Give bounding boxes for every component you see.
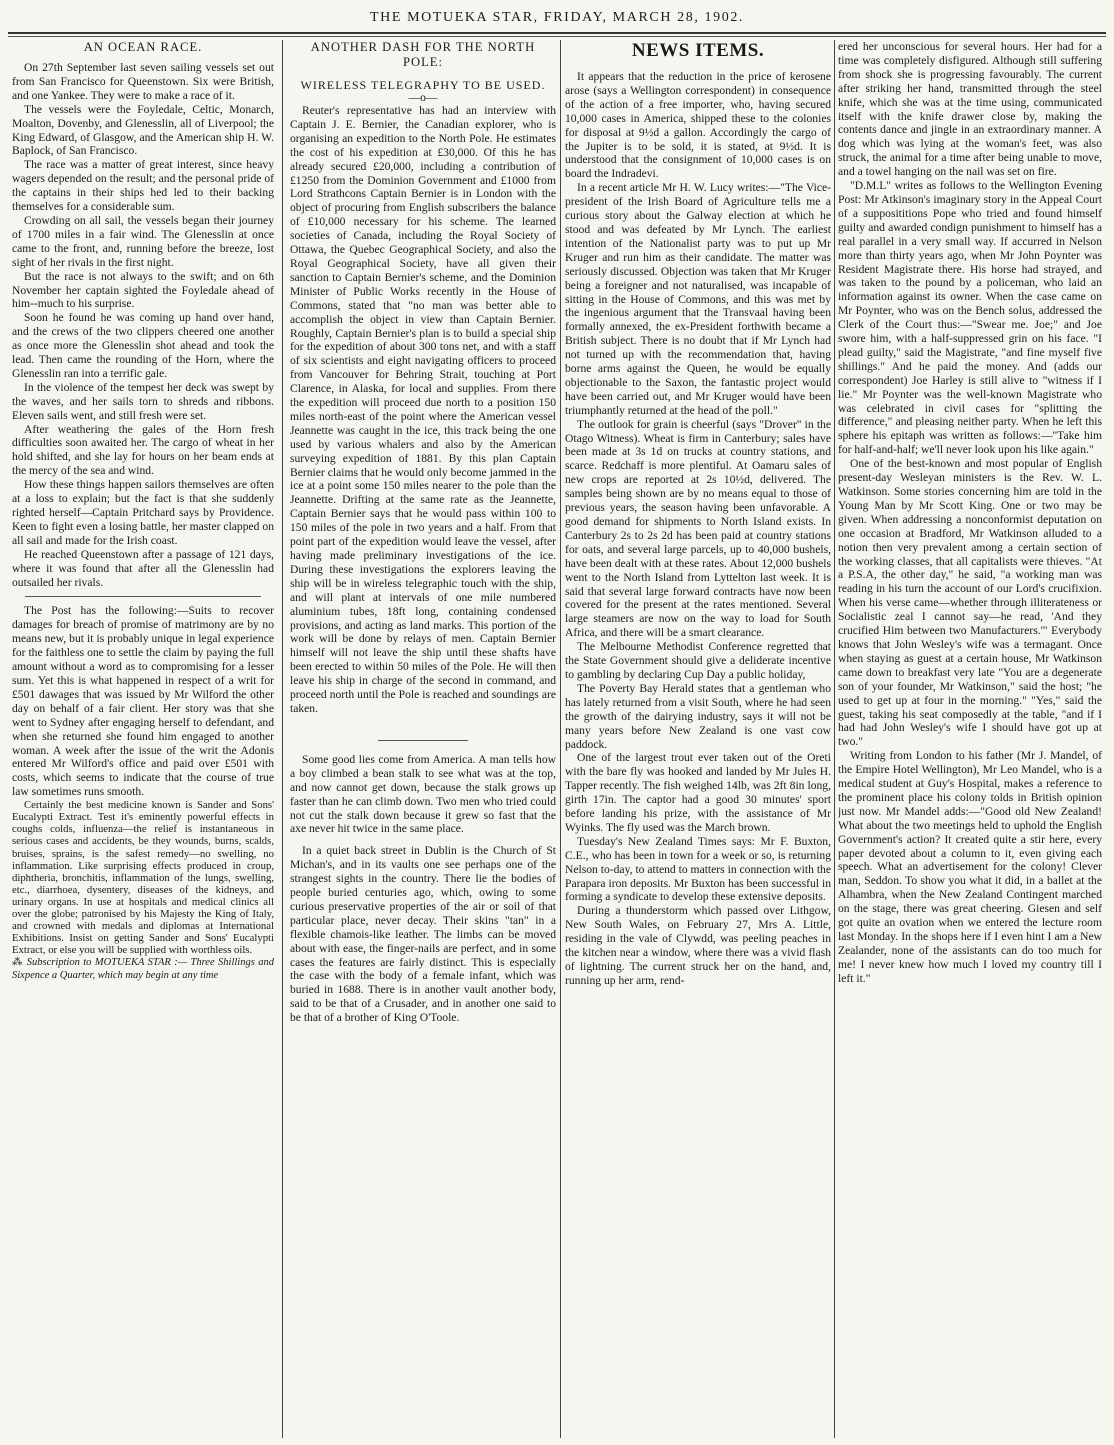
article-paragraph: After weathering the gales of the Horn fresh difficulties soon awaited her. The cargo of wheat in her hold shifted, and she lay for hours on her beam ends at the mercy of the sea and wind.	[12, 422, 274, 478]
ornament: —o—	[408, 91, 438, 104]
column-3	[565, 40, 831, 1438]
column-2	[290, 40, 556, 1438]
article-paragraph: Writing from London to his father (Mr J. Mandel, of the Empire Hotel Wellington), Mr Leo Mandel, who is a medical student at Guy's Hospital, makes a reference to the prominent place his colony tolds in British opinion just now. Mr Mandel adds:—"Good old New Zealand! What about the two meetings held to uphold the English Government's action? It created quite a stir here, every paper devoted about a column to it, even giving each speech. What an advertisement for the colony! Clever man, Seddon. To show you what it did, in a ballet at the Alhambra, when the New Zealand Contingent marched on the stage, there was great cheering. Giesen and self got quite an ovation when we entered the lecture room last Monday. In the shops here if I even hint I am a New Zealander, none of the assistants can do too much for me! I never knew how much I loved my country till I left it."	[838, 749, 1102, 985]
column-divider	[834, 40, 835, 1438]
article-paragraph: One of the largest trout ever taken out of the Oreti with the bare fly was hooked and landed by Mr Jules H. Tapper recently. The fish weighed 14lb, was 2ft 8in long, girth 17in. The captor had a good 30 minutes' sport before landing his prize, with the assistance of Mr Wyinks. The fly used was the March brown.	[565, 751, 831, 834]
article-paragraph: Some good lies come from America. A man tells how a boy climbed a bean stalk to see what was at the top, and now cannot get down, because the stalk grows up faster than he can climb down. Two men who tried could not cut the stalk down because it grew so fast that the axe never hit twice in the same place.	[290, 752, 556, 836]
article-paragraph: One of the best-known and most popular of English present-day Wesleyan ministers is the Rev. W. L. Watkinson. Some stories concerning him are told in the Young Man by Mr Scott King. One or two may be given. When addressing a nonconformist deputation on one occasion at Bradford, Mr Watkinson alluded to a notion then very prevalent among a certain section of the working classes, that all capitalists were thieves. "At a P.S.A, the other day," he said, "a working man was reading in his turn the account of our Lord's crucifixion. When his verse came—whether through illiterateness or Socialistic zeal I cannot say—he read, 'And they crucified Him between two Manufacturers.'" Everybody knows that John Wesley's wife was a termagant. Once when staying as guest at a certain house, Mr Watkinson came down to breakfast very late "You are a degenerate son of your founder, Mr Watkinson," said the host; "he used to get up at four in the morning." "Yes," said the guest, taking his seat composedly at the table, "and if I had had John Wesley's wife I should have got up at two."	[838, 457, 1102, 749]
news-items-heading: NEWS ITEMS.	[631, 40, 765, 61]
article-paragraph: The Poverty Bay Herald states that a gentleman who has lately returned from a visit South, where he had seen the growth of the dairying industry, says it will not be many years before New Zealand is one vast cow paddock.	[565, 681, 831, 751]
column-divider	[282, 40, 283, 1438]
article-paragraph: He reached Queenstown after a passage of 121 days, where it was found that after all the Glenesslin had outsailed her rivals.	[12, 547, 274, 589]
section-separator	[378, 740, 468, 741]
masthead-rule-thin	[8, 36, 1106, 37]
column-divider	[560, 40, 561, 1438]
subscription-notice: ⁂ Subscription to MOTUEKA STAR :— Three Shillings and Sixpence a Quarter, which may begin at any time	[12, 957, 274, 982]
article-paragraph: The vessels were the Foyledale, Celtic, Monarch, Moalton, Dovenby, and Glenesslin, all of Liverpool; the King Edward, of Glasgow, and the American ship H. W. Baplock, of San Francisco.	[12, 102, 274, 158]
article-paragraph: In a recent article Mr H. W. Lucy writes:—"The Vice-president of the Irish Board of Agriculture tells me a curious story about the Galway election at which he stood and was defeated by Mr Lynch. The earliest intention of the Nationalist party was to put up Mr Kruger and run him as their candidate. The matter was seriously discussed. Objection was taken that Mr Kruger being a foreigner and not naturalised, was incapable of sitting in the House of Commons, and this was met by the ingenious argument that the Transvaal having been formally annexed, the ex-President forthwith became a British subject. There is no doubt that if Mr Lynch had not turned up with the recommendation that, having borne arms against the Queen, he would be equally objectionable to the Saxon, the fantastic project would have been carried out, and Mr Kruger would have been triumphantly returned at the head of the poll."	[565, 181, 831, 417]
article-paragraph: On 27th September last seven sailing vessels set out from San Francisco for Queenstown. Six were British, and one Yankee. They were to make a race of it.	[12, 61, 274, 102]
article-paragraph: Crowding on all sail, the vessels began their journey of 1700 miles in a fair wind. The Glenesslin at once came to the front, and, running before the breeze, lost sight of her rivals in the first night.	[12, 213, 274, 269]
advertisement-paragraph: Certainly the best medicine known is Sander and Sons' Eucalypti Extract. Test it's eminently powerful effects in coughs colds, influenza—the relief is instantaneous in serious cases and accidents, be they wounds, burns, scalds, bruises, sprains, is the safest remedy—no swelling, no inflammation. Like surprising effects produced in croup, diphtheria, bronchitis, inflammation of the lungs, swelling, etc., diarrhoea, dysentery, diseases of the kidneys, and urinary organs. In use at hospitals and medical clinics all over the globe; patronised by his Majesty the King of Italy, and crowned with medals and diplomas at International Exhibitions. Insist on getting Sander and Sons' Eucalypti Extract, or else you will be supplied with worthless oils.	[12, 799, 274, 957]
article-paragraph: Soon he found he was coming up hand over hand, and the crews of the two clippers cheered one another as once more the Glenesslin shot ahead and took the lead. Then came the rounding of the Horn, where the Glenesslin ran into a terrific gale.	[12, 311, 274, 380]
column-4	[838, 40, 1102, 1438]
section-separator	[25, 596, 261, 597]
article-paragraph: In a quiet back street in Dublin is the Church of St Michan's, and in its vaults one see perhaps one of the strangest sights in the country. There lie the bodies of people buried centuries ago, which, owing to some curious preservative properties of the air or soil of that particular place, never decay. Their skins "tan" in a flexible chamois-like leather. The limbs can be moved about with ease, the finger-nails are perfect, and in some cases the features are fairly distinct. This is especially the case with the body of a female infant, which was buried in 1688. There is in another vault another body, said to be that of a Crusader, and in another one said to be that of a brother of King O'Toole.	[290, 844, 556, 1025]
north-pole-heading: ANOTHER DASH FOR THE NORTH POLE:	[310, 40, 536, 69]
article-paragraph: It appears that the reduction in the price of kerosene arose (says a Wellington correspondent) in consequence of the action of a free importer, who, having secured 10,000 cases in America, shipped these to the colonies for disposal at 9½d a gallon. Accordingly the cargo of the Jupiter is to be sold, it is stated, at 9½d. It is understood that the consignment of 10,000 cases is on board the Indradevi.	[565, 70, 831, 181]
article-paragraph: ered her unconscious for several hours. Her had for a time was completely disfigured. Although still suffering from shock she is progressing favourably. The current after striking her hand, transmitted through the steel knife, which she was at the time using, communicated itself with the knife drawer close by, making the contents dance and jingle in an extraordinary manner. A dog which was lying at the woman's feet, was also struck, the animal for a time after being unable to move, and a towel hanging on the nail was set on fire.	[838, 40, 1102, 179]
article-paragraph: The Melbourne Methodist Conference regretted that the State Government should give a deliderate incentive to gambling by declaring Cup Day a public holiday,	[565, 640, 831, 681]
article-paragraph: How these things happen sailors themselves are often at a loss to explain; but the fact is that she suddenly righted herself—Captain Pritchard says by Providence. Keen to fight even a losing battle, her master clapped on all sail and made for the Irish coast.	[12, 478, 274, 547]
article-paragraph: But the race is not always to the swift; and on 6th November her captain sighted the Foyledale ahead of him--much to his surprise.	[12, 269, 274, 311]
masthead-rule	[8, 32, 1106, 34]
north-pole-subheading: WIRELESS TELEGRAPHY TO BE USED.	[300, 78, 546, 92]
article-paragraph: "D.M.L" writes as follows to the Wellington Evening Post: Mr Atkinson's imaginary story in the Appeal Court of a supposititions Pope who tried and found himself guilty and awarded condign punishment to himself has a real parallel in a very small way. If accurred in Nelson more than thirty years ago, when Mr John Poynter was Resident Magistrate there. His horse had strayed, and was taken to the pound by a policeman, who laid an information against its owner. When the case came on Mr Poynter, who was on the Bench solus, addressed the Clerk of the Court thus:—"Swear me. Joe;" and Joe swore him, with a half-suppressed grin on his face. "I plead guilty," said the Magistrate, "and fine myself five shillings." And he paid the money. And (adds our correspondent) Joe Harley is still alive to "witness if I lie." Mr Poynter was the well-known Magistrate who was celebrated in civil cases for "splitting the difference," and pleasing neither party. When he left this sphere his epitaph was written as follows:—"Take him for half-and-half; we'll never look upon his like again."	[838, 179, 1102, 457]
article-paragraph: The outlook for grain is cheerful (says "Drover" in the Otago Witness). Wheat is firm in Canterbury; sales have been made at 3s 1d on trucks at country stations, and scarce. Redchaff is more plentiful. At Oamaru sales of new crops are reported at 2s 10½d, delivered. The samples being shown are by no means equal to those of previous years, the season having been unfavorable. A good demand for shipments to North Island exists. In Canterbury 2s to 2s 2d has been paid at country stations for oats, and several large parcels, up to 40,000 bushels, have been dealt with at these rates. About 12,000 bushels went to the North Island from Lyttelton last week. It is said that several large forward contracts have now been covered for the present at the rates mentioned. Several large steamers are now on the way to load for South Africa, and there will be a smart clearance.	[565, 417, 831, 640]
article-paragraph: During a thunderstorm which passed over Lithgow, New South Wales, on February 27, Mrs A. Little, residing in the vale of Clywdd, was peeling peaches in the kitchen near a window, where there was a vivid flash of lightning. The current struck her on the hand, and, running up her arm, rend-	[565, 904, 831, 987]
masthead: THE MOTUEKA STAR, FRIDAY, MARCH 28, 1902.	[369, 10, 745, 25]
article-paragraph: Reuter's representative has had an interview with Captain J. E. Bernier, the Canadian explorer, who is organising an expedition to the North Pole. He estimates the cost of his expedition at £30,000. Of this he has already secured £20,000, including a contribution of £1250 from the Dominion Government and £1000 from Lord Strathcons Captain Bernier is in London with the object of procuring from English subscribers the balance of £10,000 necessary for his scheme. The learned societies of Canada, including the Royal Society of Ottawa, the Quebec Geographical Society, and also the Royal Geographical Society, have all given their sanction to Captain Bernier's scheme, and the Dominion Minister of Public Works recently in the House of Commons, stated that "no man was better able to accomplish the object in view than Captain Bernier. Roughly, Captain Bernier's plan is to build a special ship for the expedition of about 300 tons net, and with a staff of six scientists and eight navigating officers to proceed from Vancouver for Behring Strait, touching at Port Clarence, in Alaska, for local and supplies. From there the expedition will proceed due north to a position 150 miles north-east of the point where the American vessel Jeannette was caught in the ice, this track being the one used by various whalers and also by the American surveying expedition of 1881. By this plan Captain Bernier claims that he would only become jammed in the ice at a point some 150 miles nearer to the pole than the Jeannette. Drifting at the same rate as the Jeannette, Captain Bernier says that he would pass within 100 to 150 miles of the pole in two years and a half. From that point part of the expedition would leave the vessel, after having made preliminary investigations of the ice. During these investigations the explorers leaving the ship will be in wireless telegraphic touch with the ship, and will plant at intervals of one mile numbered aluminium tubes, 18ft long, containing condensed provisions, and acting as land marks. This portion of the work will be done by relays of men. Captain Bernier himself will not leave the ship until these shafts have been erected to within 50 miles of the Pole. He will then leave his ship in charge of the second in command, and proceed north until the Pole is reached and soundings are taken.	[290, 104, 556, 715]
article-paragraph: Tuesday's New Zealand Times says: Mr F. Buxton, C.E., who has been in town for a week or so, is returning Nelson to-day, to attend to matters in connection with the Parapara iron deposits. Mr Buxton has been successful in forming a syndicate to develop these extensive deposits.	[565, 834, 831, 904]
column-1	[12, 40, 274, 1438]
article-paragraph: The race was a matter of great interest, since heavy wagers depended on the result; and the personal pride of the captains in their ships hed led to their backing themselves for a considerable sum.	[12, 158, 274, 214]
article-paragraph: The Post has the following:—Suits to recover damages for breach of promise of matrimony are by no means new, but it is probably unique in legal experience for the faithless one to settle the claim by paying the full amount without a word as to compromising for a lesser sum. Yet this is what happened in respect of a writ for £501 dawages that was issued by Mr Wilford the other day on behalf of a fair client. Her story was that she went to Sydney after engaging herself to defendant, and when she returned she found him engaged to another woman. A week after the issue of the writ the Adonis entered Mr Wilford's office and paid over £501 with costs, which seems to indicate that the course of true law sometimes runs smooth.	[12, 604, 274, 799]
article-paragraph: In the violence of the tempest her deck was swept by the waves, and her sails torn to shreds and ribbons. Eleven sails went, and still fresh were set.	[12, 380, 274, 422]
ocean-race-heading: AN OCEAN RACE.	[83, 40, 203, 54]
